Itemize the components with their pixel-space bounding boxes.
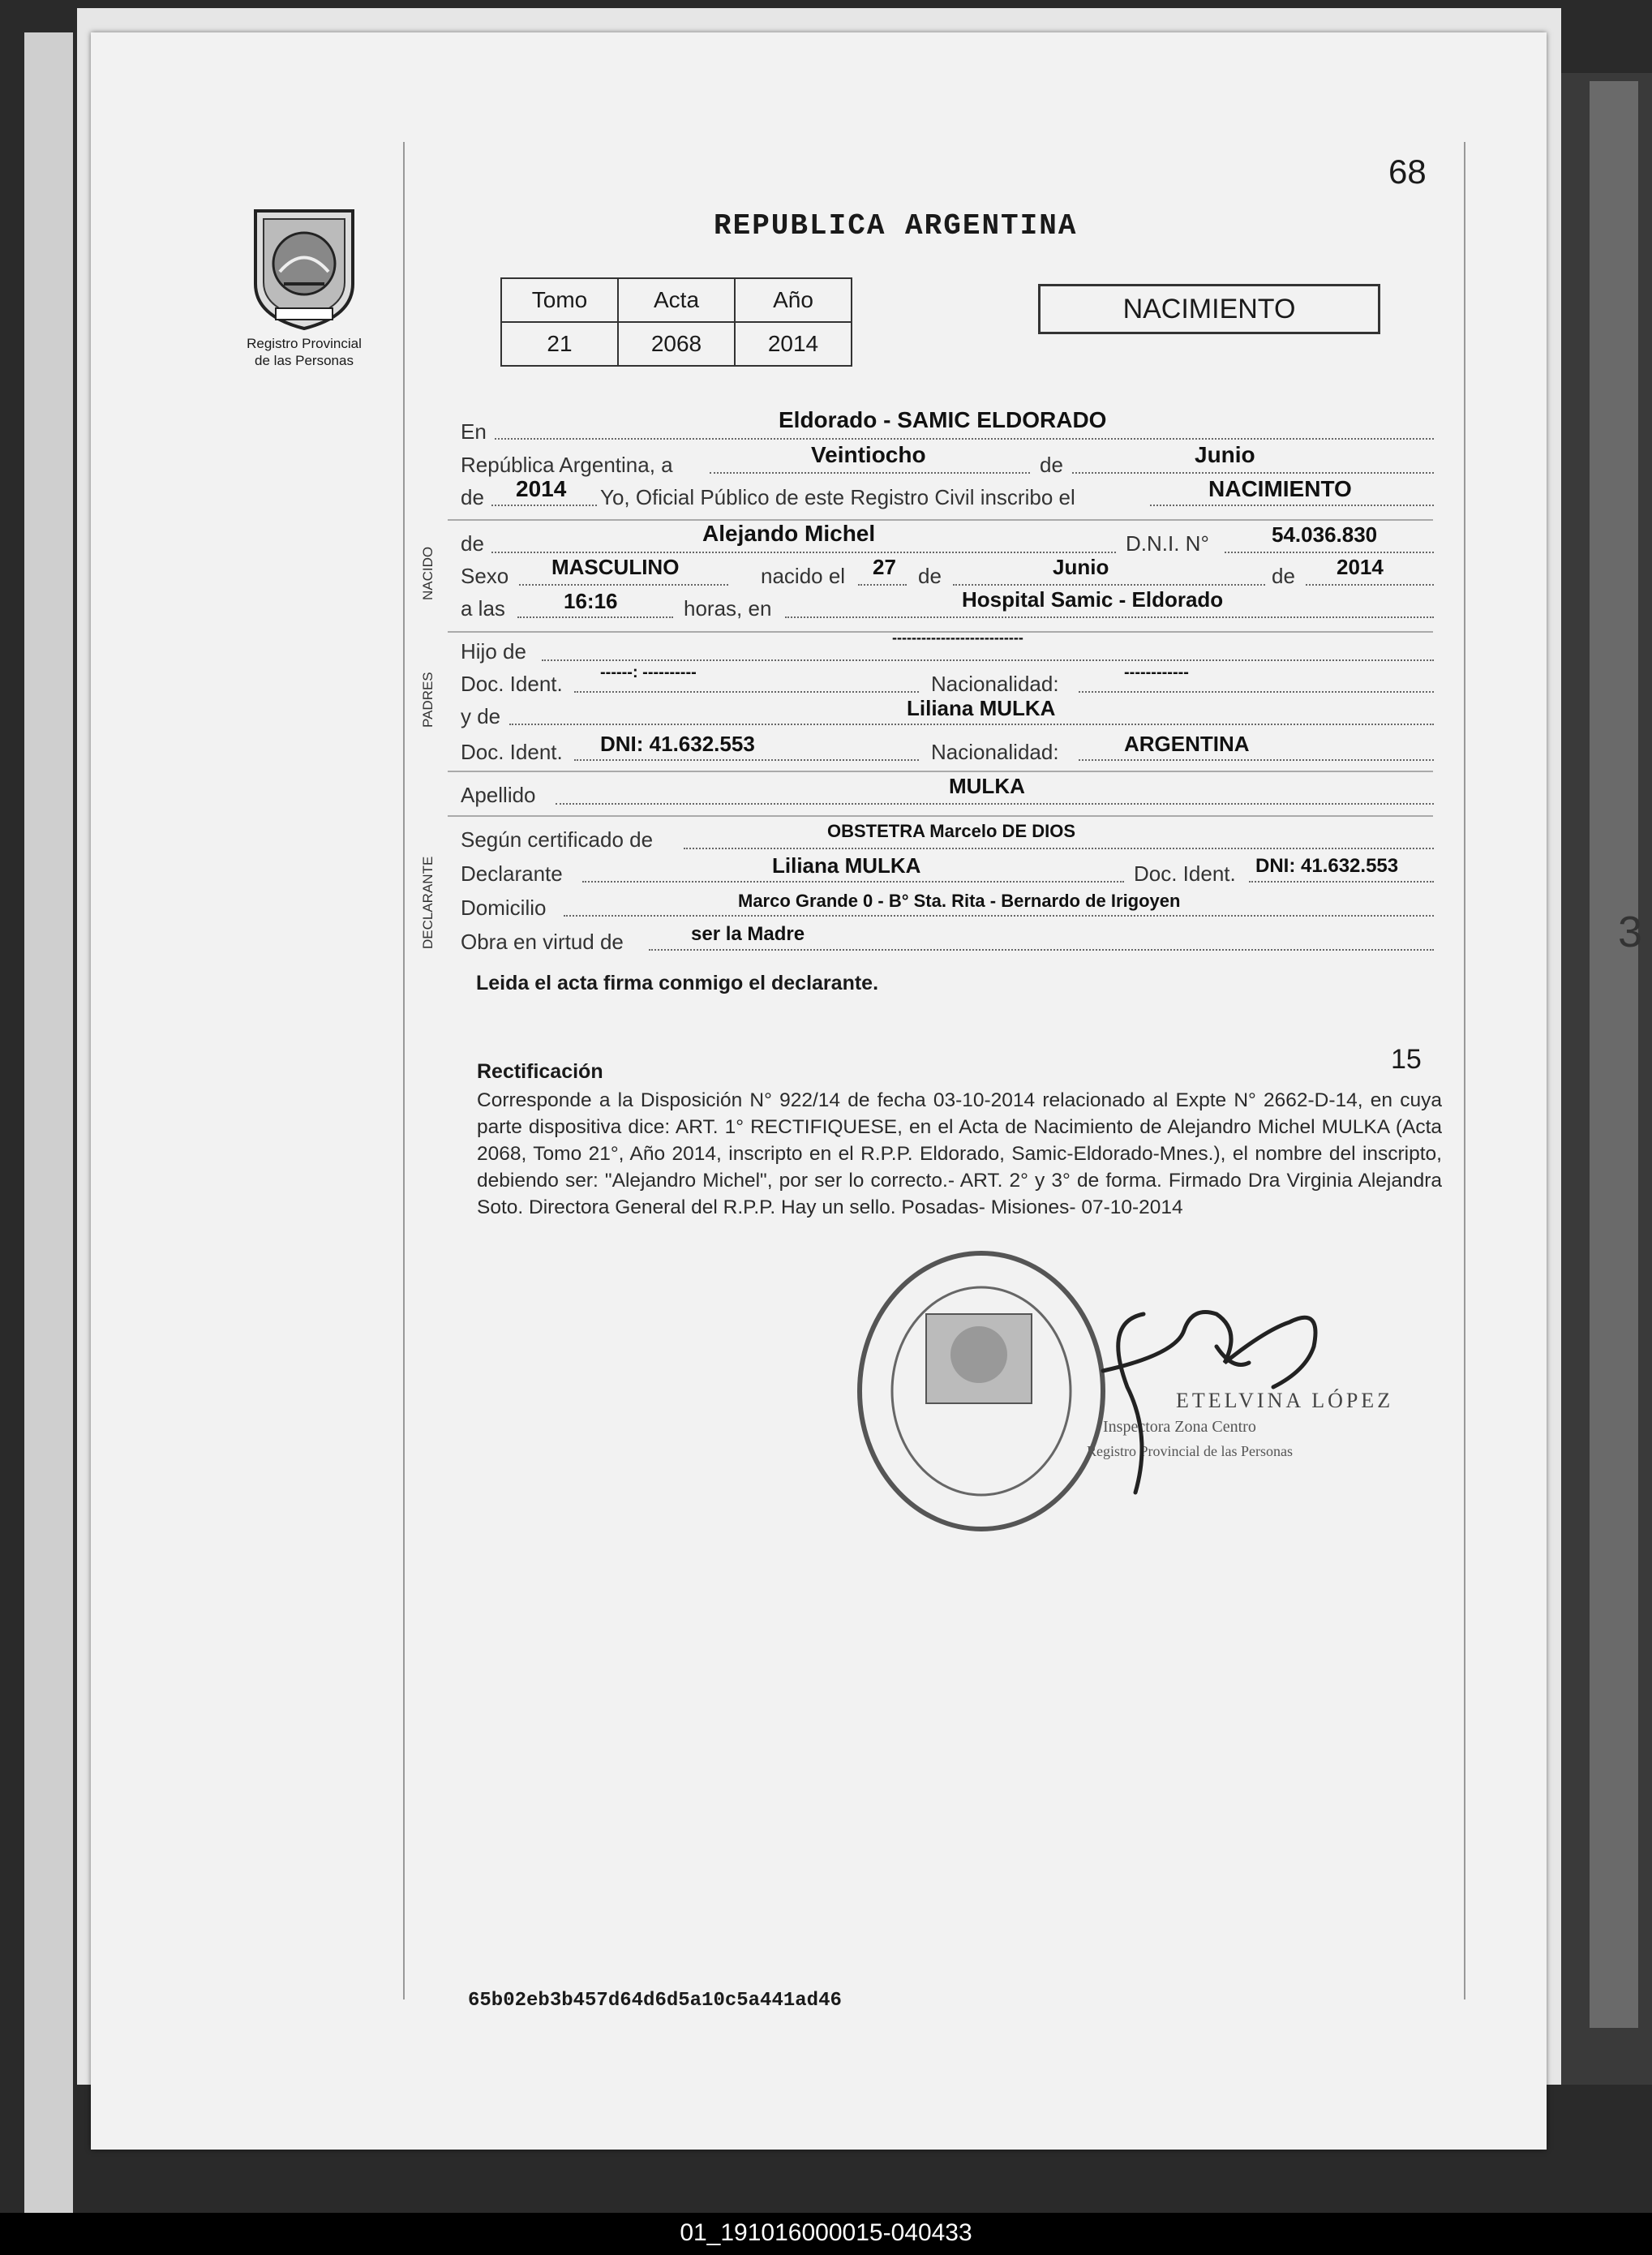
value-sexo: MASCULINO (551, 555, 680, 579)
label-nacionalidad-madre: Nacionalidad: (931, 740, 1059, 764)
side-label-padres: PADRES (420, 672, 436, 728)
value-dia: Veintiocho (811, 442, 926, 467)
folder-edge (1590, 81, 1638, 2028)
dotted-line (1225, 552, 1434, 553)
dotted-line (785, 616, 1434, 618)
value-certificado: OBSTETRA Marcelo DE DIOS (827, 821, 1076, 841)
dotted-line (542, 659, 1434, 661)
rectificacion-body: Corresponde a la Disposición N° 922/14 de fecha 03-10-2014 relacionado al Expte N° 2662-D-14, en cuya parte dispositiva dice: ART. 1° RECTIFIQUESE, en el Acta de Nacimiento de Alejandro Michel MULKA (Acta 2068, Tomo 21°, Año 2014, inscripto en el R.P.P. Eldorado, Samic-Eldorado-Mnes.), el nombre del inscripto, debiendo ser: "Alejandro Michel", por ser lo correcto.- ART. 2° y 3° de forma. Firmado Dra Virginia Alejandra Soto. Directora General del R.P.P. Hay un sello. Posadas- Misiones- 07-10-2014 (477, 1089, 1442, 1218)
value-domicilio: Marco Grande 0 - B° Sta. Rita - Bernardo de Irigoyen (738, 891, 1181, 911)
value-padre-nac: ------------ (1124, 664, 1189, 681)
misiones-seal-logo (243, 195, 365, 333)
dotted-line (574, 691, 919, 693)
label-hijo-de: Hijo de (461, 639, 526, 664)
record-type-box: NACIMIENTO (1038, 284, 1380, 334)
dotted-line (582, 881, 1124, 883)
dotted-line (519, 584, 728, 586)
dotted-line (649, 949, 1434, 951)
value-obra: ser la Madre (691, 923, 805, 945)
document-hash: 65b02eb3b457d64d6d5a10c5a441ad46 (468, 1990, 842, 2012)
label-apellido: Apellido (461, 783, 536, 807)
value-dni: 54.036.830 (1272, 522, 1378, 547)
value-anio: 2014 (516, 476, 567, 501)
label-de-anio: de (461, 485, 484, 509)
value-madre-nac: ARGENTINA (1124, 732, 1250, 756)
label-a-las: a las (461, 596, 505, 621)
value-declarante: Liliana MULKA (772, 853, 921, 878)
dotted-line (564, 915, 1434, 917)
label-dni: D.N.I. N° (1126, 531, 1209, 556)
dotted-line (491, 552, 1116, 553)
dotted-line (710, 472, 1030, 474)
value-acto: NACIMIENTO (1208, 476, 1352, 501)
value-apellido: MULKA (949, 774, 1025, 798)
page-number: 68 (1388, 152, 1427, 191)
value-anio-nac: 2014 (1337, 555, 1384, 579)
tomo-header: Tomo (501, 278, 618, 322)
rectificacion-number: 15 (1391, 1044, 1422, 1075)
value-padre: --------------------------- (892, 629, 1023, 646)
footer-filename: 01_191016000015-040433 (680, 2219, 972, 2246)
tomo-acta-table (500, 277, 852, 367)
value-mes-nac: Junio (1053, 555, 1109, 579)
edge-mark: 3 (1618, 908, 1643, 956)
value-dia-nac: 27 (873, 555, 896, 579)
binder-edge (24, 32, 73, 2223)
label-republica: República Argentina, a (461, 453, 673, 477)
value-nombre: Alejando Michel (702, 521, 876, 546)
section-separator (448, 519, 1433, 521)
label-de-anio-nac: de (1272, 564, 1295, 588)
stamp-signer-office: Registro Provincial de las Personas (1087, 1443, 1293, 1459)
label-doc-ident-declarante: Doc. Ident. (1134, 861, 1236, 886)
dotted-line (1249, 881, 1434, 883)
dotted-line (1150, 505, 1434, 506)
label-de-mes-nac: de (918, 564, 942, 588)
rectificacion-title: Rectificación (477, 1060, 603, 1083)
value-madre-doc: DNI: 41.632.553 (600, 732, 755, 756)
value-mes: Junio (1195, 442, 1255, 467)
dotted-line (517, 616, 673, 618)
dotted-line (858, 584, 907, 586)
label-sexo: Sexo (461, 564, 509, 588)
side-label-nacido: NACIDO (420, 546, 436, 600)
label-nacido-el: nacido el (761, 564, 846, 588)
right-margin-line (1464, 142, 1465, 1999)
dotted-line (1079, 691, 1434, 693)
dotted-line (574, 759, 919, 761)
official-stamp-and-signature (835, 1225, 1394, 1549)
value-lugar: Eldorado - SAMIC ELDORADO (779, 407, 1107, 432)
label-declarante: Declarante (461, 861, 563, 886)
dotted-line (1079, 759, 1434, 761)
leida-text: Leida el acta firma conmigo el declarante. (476, 972, 879, 994)
label-doc-ident-madre: Doc. Ident. (461, 740, 563, 764)
section-separator (448, 771, 1433, 772)
label-domicilio: Domicilio (461, 896, 547, 920)
section-separator (448, 815, 1433, 817)
label-nacionalidad-padre: Nacionalidad: (931, 672, 1059, 696)
value-madre: Liliana MULKA (907, 696, 1056, 720)
side-label-declarante: DECLARANTE (420, 856, 436, 949)
label-de: de (1040, 453, 1063, 477)
logo-caption-line1: Registro Provincial (247, 336, 362, 351)
value-hora: 16:16 (564, 589, 618, 613)
dotted-line (491, 505, 597, 506)
stamp-signer-name: ETELVINA LÓPEZ (1176, 1389, 1394, 1412)
value-lugar-nac: Hospital Samic - Eldorado (962, 587, 1224, 612)
dotted-line (953, 584, 1265, 586)
label-y-de: y de (461, 704, 501, 728)
dotted-line (495, 438, 1434, 440)
value-declarante-doc: DNI: 41.632.553 (1255, 855, 1399, 877)
label-yo: Yo, Oficial Público de este Registro Civil inscribo el (600, 485, 1075, 509)
label-segun: Según certificado de (461, 827, 654, 852)
label-doc-ident-padre: Doc. Ident. (461, 672, 563, 696)
label-obra: Obra en virtud de (461, 930, 624, 954)
anio-header: Año (735, 278, 852, 322)
dotted-line (556, 803, 1434, 805)
left-margin-line (403, 142, 405, 1999)
tomo-value: 21 (501, 322, 618, 366)
stamp-signer-role: Inspectora Zona Centro (1103, 1418, 1256, 1436)
anio-value: 2014 (735, 322, 852, 366)
logo-caption (227, 335, 381, 369)
logo-caption-line2: de las Personas (255, 353, 354, 368)
dotted-line (1306, 584, 1434, 586)
label-horas-en: horas, en (684, 596, 772, 621)
dotted-line (509, 724, 1434, 725)
dotted-line (1072, 472, 1434, 474)
value-padre-doc: ------: ---------- (600, 664, 697, 681)
document-title: REPUBLICA ARGENTINA (714, 209, 1078, 243)
acta-value: 2068 (618, 322, 735, 366)
acta-header: Acta (618, 278, 735, 322)
label-en: En (461, 419, 487, 444)
dotted-line (684, 848, 1434, 849)
label-de-nombre: de (461, 531, 484, 556)
